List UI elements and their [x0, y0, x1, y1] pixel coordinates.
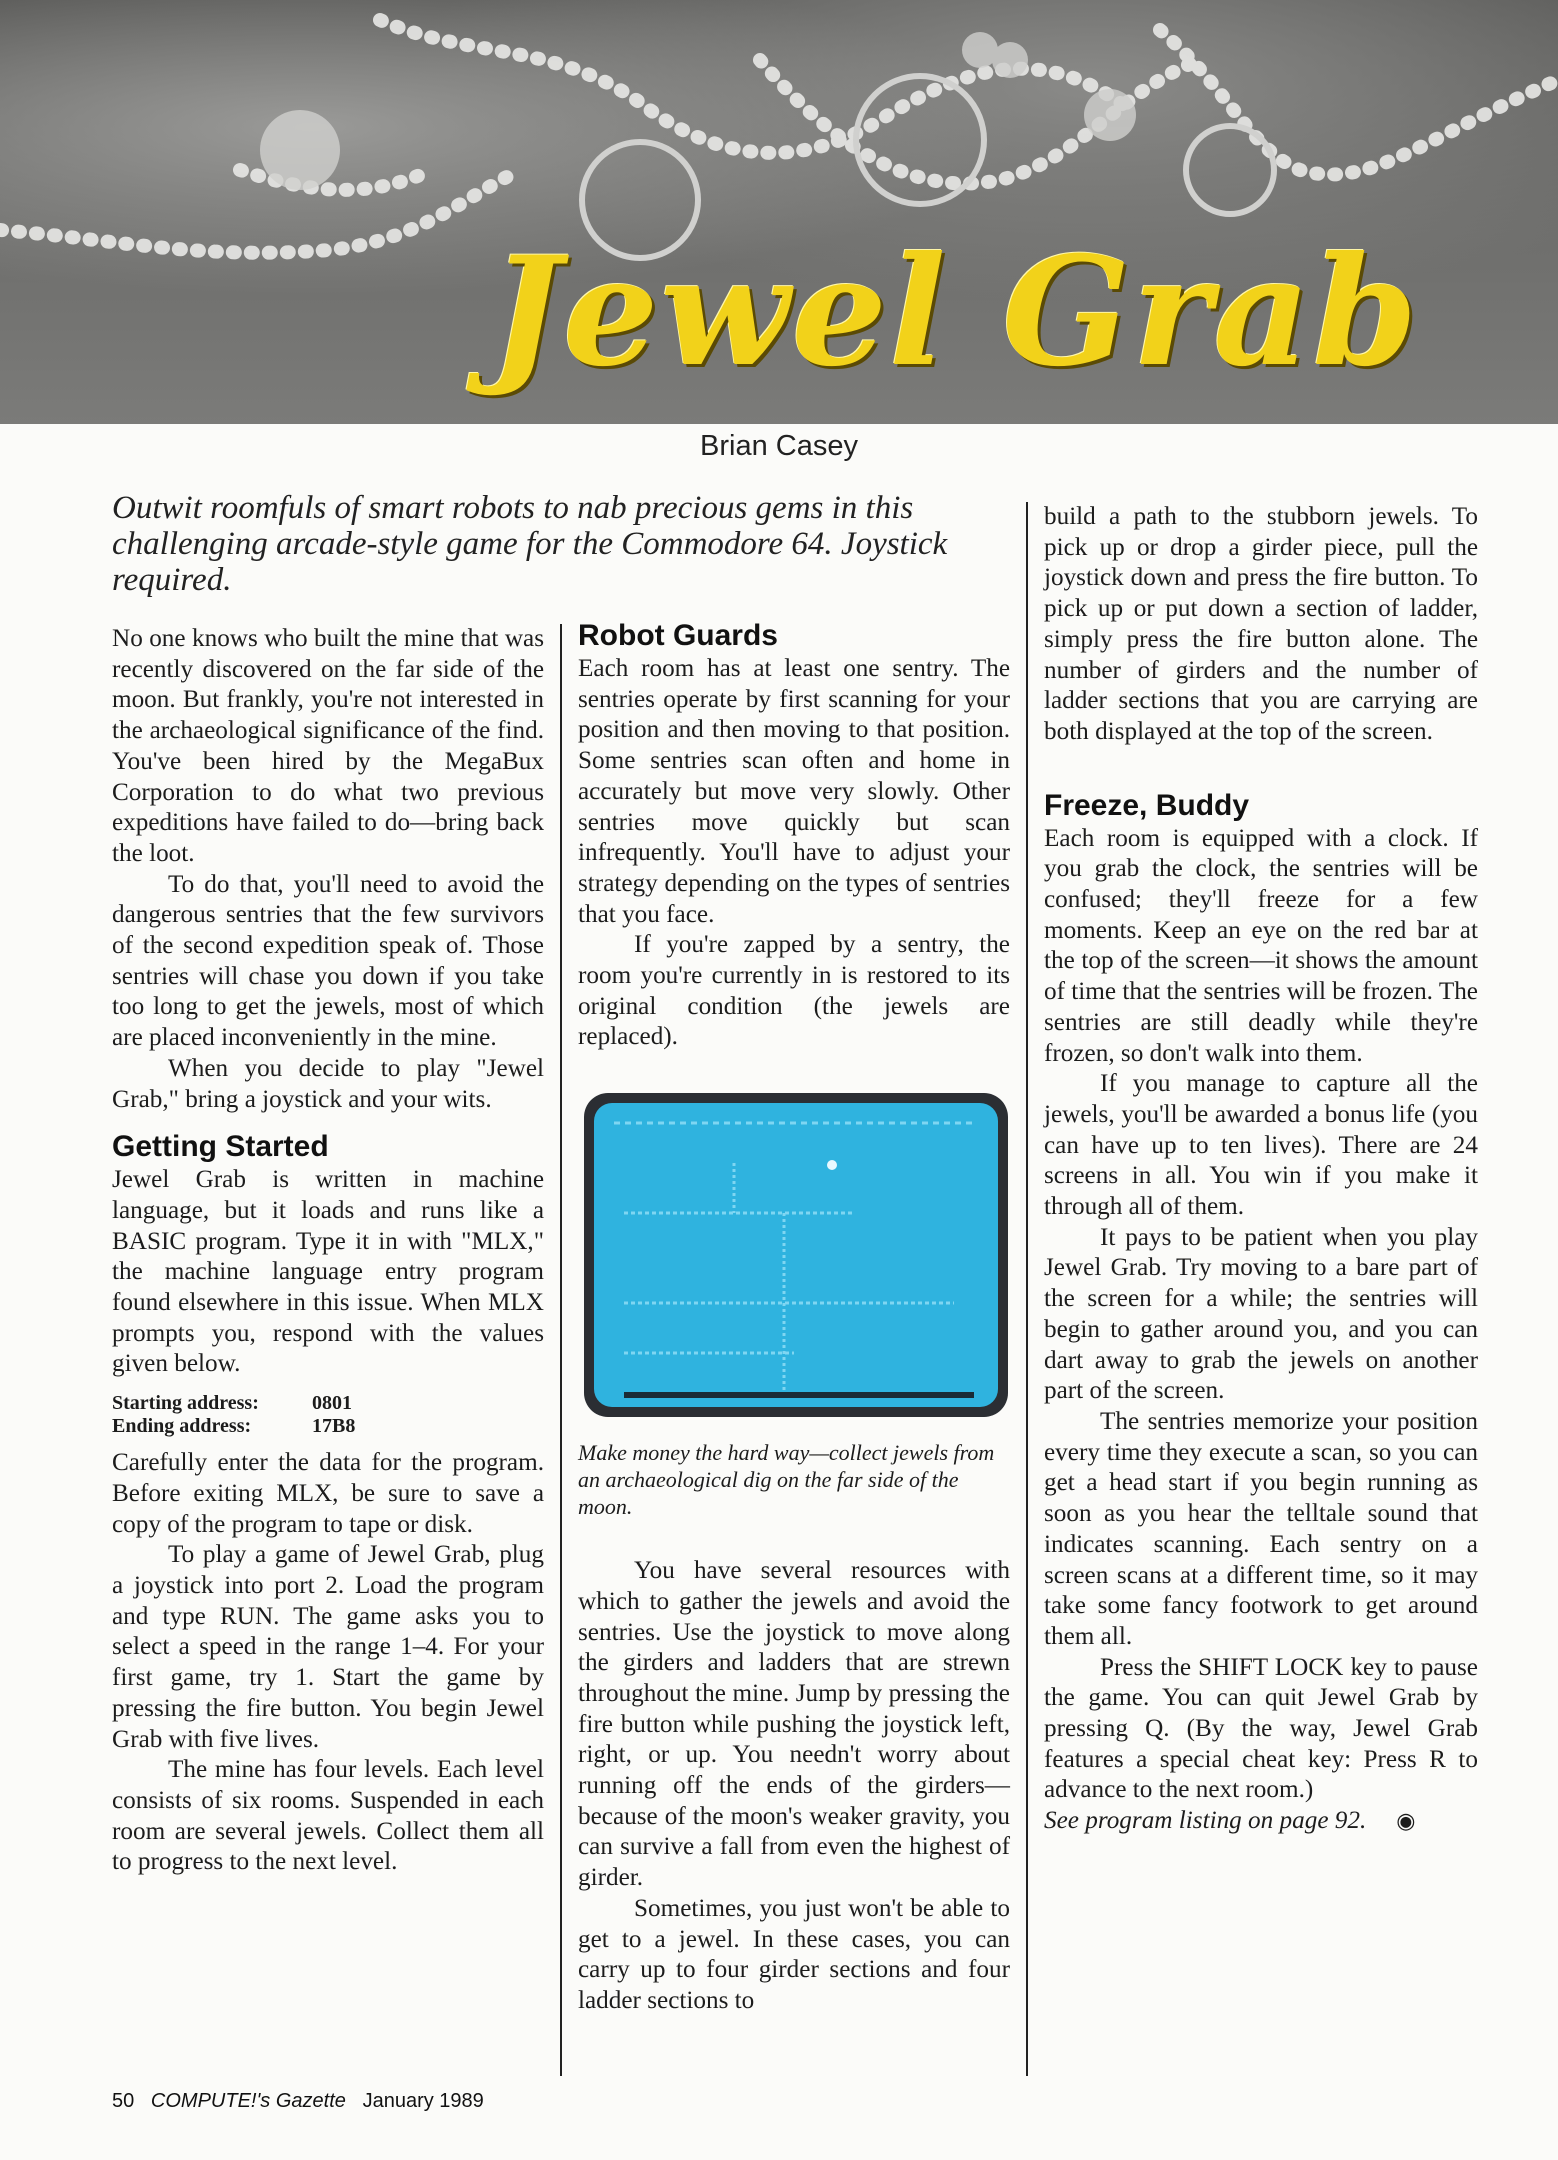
paragraph: It pays to be patient when you play Jewel Grab. Try moving to a bare part of the screen for a while; the sentries will begin to gather around you, and you can dart away to grab the jewels on another part of the screen.: [1044, 1223, 1478, 1405]
paragraph: Press the SHIFT LOCK key to pause the game. You can quit Jewel Grab by pressing Q. (By the way, Jewel Grab features a special cheat key: Press R to advance to the next room.): [1044, 1653, 1478, 1804]
title-logo: Jewel Grab: [490, 224, 1420, 400]
column-2: [578, 618, 1010, 2017]
paragraph: Each room is equipped with a clock. If you grab the clock, the sentries will be confused; they'll freeze for a few moments. Keep an eye on the red bar at the top of the screen—it shows the amount of time that the sentries will be frozen. The sentries are still deadly while they're frozen, so don't walk into them.: [1044, 824, 1478, 1067]
paragraph: When you decide to play "Jewel Grab," bring a joystick and your wits.: [112, 1054, 544, 1113]
paragraph: build a path to the stubborn jewels. To pick up or drop a girder piece, pull the joystick down and press the fire button. To pick up or put down a section of ladder, simply press the fire button alone. The number of girders and the number of ladder sections that you are carrying are both displayed at the top of the screen.: [1044, 503, 1478, 745]
end-address-label: Ending address:: [112, 1415, 252, 1438]
column-3: [1044, 502, 1478, 1838]
start-address-label: Starting address:: [112, 1392, 259, 1415]
end-address-value: 17B8: [312, 1415, 356, 1438]
byline: Brian Casey: [700, 430, 858, 462]
paragraph: You have several resources with which to gather the jewels and avoid the sentries. Use the joystick to move along the girders and ladders that are strewn throughout the mine. Jump by pressing the fire button while pushing the joystick left, right, or up. You needn't worry about running off the ends of the girders—because of the moon's weaker gravity, you can survive a fall from even the highest of girder.: [578, 1557, 1010, 1892]
game-screen: [594, 1103, 998, 1407]
paragraph: Each room has at least one sentry. The sentries operate by first scanning for your position and then moving to that position. Some sentries scan often and home in accurately but move very slowly. Other sentries move quickly but scan infrequently. You'll have to adjust your strategy depending on the types of sentries that you face.: [578, 655, 1010, 928]
deck-intro: Outwit roomfuls of smart robots to nab precious gems in this challenging arcade-style game for the Commodore 64. Joystick required.: [112, 490, 948, 598]
issue-date: January 1989: [362, 2090, 484, 2112]
paragraph: To do that, you'll need to avoid the dangerous sentries that the few survivors of the second expedition speak of. Those sentries will chase you down if you take too long to get the jewels, most of which are placed inconveniently in the mine.: [112, 870, 544, 1052]
paragraph: Jewel Grab is written in machine language, but it loads and runs like a BASIC program. Type it in with "MLX," the machine language entry program found elsewhere in this issue. When MLX prompts you, respond with the values given below.: [112, 1166, 544, 1378]
paragraph: To play a game of Jewel Grab, plug a joystick into port 2. Load the program and type RUN. The game asks you to select a speed in the range 1–4. For your first game, try 1. Start the game by pressing the fire button. You begin Jewel Grab with five lives.: [112, 1541, 544, 1753]
column-rule: [1026, 502, 1028, 2076]
paragraph: The sentries memorize your position every time they execute a scan, so you can get a head start if you begin running as soon as you hear the telltale sound that indicates scanning. Each sentry on a screen scans at a different time, so it may take some fancy footwork to get around them all.: [1044, 1407, 1478, 1650]
listing-text: See program listing on page 92.: [1044, 1807, 1367, 1835]
paragraph: If you manage to capture all the jewels, you'll be awarded a bonus life (you can have up to ten lives). There are 24 screens in all. You win if you make it through all of them.: [1044, 1070, 1478, 1221]
paragraph: If you're zapped by a sentry, the room you're currently in is restored to its original condition (the jewels are replaced).: [578, 931, 1010, 1051]
game-playfield: [594, 1103, 998, 1407]
listing-reference: [1044, 1806, 1478, 1838]
magazine-name: COMPUTE!'s Gazette: [150, 2090, 346, 2112]
page-footer: [112, 2090, 484, 2113]
start-address-value: 0801: [312, 1392, 352, 1415]
photo-caption: Make money the hard way—collect jewels from an archaeological dig on the far side of the moon.: [578, 1440, 995, 1520]
paragraph: No one knows who built the mine that was recently discovered on the far side of the moon. But frankly, you're not interested in the archaeological significance of the find. You've been hired by the MegaBux Corporation to do what two previous expeditions have failed to do—bring back the loot.: [112, 625, 544, 867]
game-screenshot: [584, 1093, 1008, 1417]
heading-freeze-buddy: Freeze, Buddy: [1044, 788, 1250, 822]
page-number: 50: [112, 2090, 135, 2112]
column-rule: [560, 624, 562, 2076]
address-table: [112, 1392, 544, 1438]
paragraph: Sometimes, you just won't be able to get to a jewel. In these cases, you can carry up to four girder sections and four ladder sections to: [578, 1894, 1010, 2014]
heading-getting-started: Getting Started: [112, 1130, 329, 1164]
gazette-end-mark-icon: ◉: [1396, 1809, 1416, 1835]
jewel-icon: [827, 1160, 837, 1170]
column-1: [112, 624, 544, 1878]
heading-robot-guards: Robot Guards: [578, 619, 778, 652]
paragraph: Carefully enter the data for the program. Before exiting MLX, be sure to save a copy of the program to tape or disk.: [112, 1449, 544, 1538]
paragraph: The mine has four levels. Each level consists of six rooms. Suspended in each room are several jewels. Collect them all to progress to the next level.: [112, 1756, 544, 1876]
header-photo-jewelry: [0, 0, 1558, 424]
